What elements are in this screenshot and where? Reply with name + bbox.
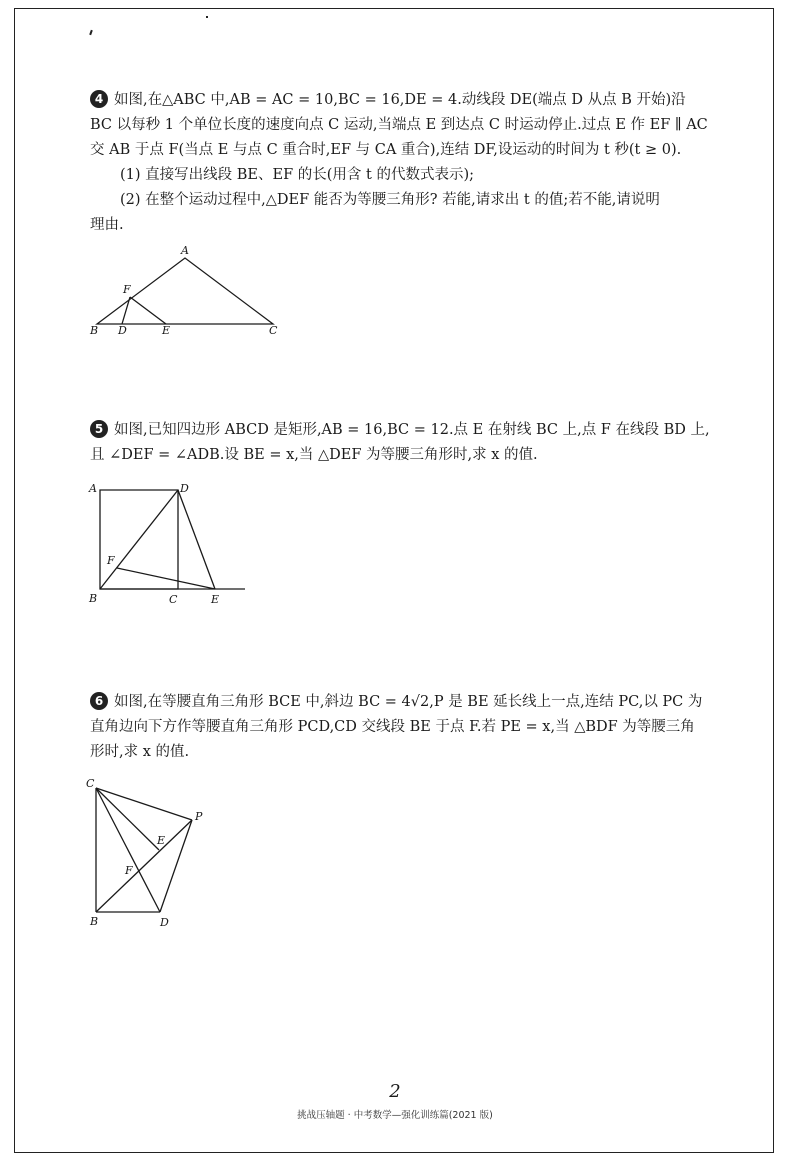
label-d: D [180, 482, 189, 495]
book-footer: 挑战压轴题 · 中考数学—强化训练篇(2021 版) [297, 1110, 493, 1121]
problem-4-question-1: (1) 直接写出线段 BE、EF 的长(用含 t 的代数式表示); [120, 167, 474, 183]
problem-number-badge: 6 [90, 692, 108, 710]
label-a: A [89, 482, 97, 495]
label-c: C [269, 324, 278, 337]
segment-ce [96, 788, 159, 850]
problem-number-badge: 4 [90, 90, 108, 108]
problem-number-badge: 5 [90, 420, 108, 438]
diagonal-bd [100, 490, 178, 589]
label-d: D [160, 916, 169, 929]
label-f: F [125, 864, 133, 877]
label-p: P [195, 810, 203, 823]
problem-4-line-1: 4 如图,在△ABC 中,AB = AC = 10,BC = 16,DE = 4.动线段 DE(端点 D 从点 B 开始)沿 [90, 88, 750, 113]
segment-ef [117, 568, 215, 589]
problem-6-line-3: 形时,求 x 的值. [90, 744, 190, 760]
figure-rectangle-abcd [85, 476, 260, 611]
label-b: B [90, 324, 99, 337]
problem-4-line-3: 交 AB 于点 F(当点 E 与点 C 重合时,EF 与 CA 重合),连结 DF,设运动的时间为 t 秒(t ≥ 0). [90, 142, 682, 158]
problem-5 [90, 418, 750, 468]
label-c: C [86, 777, 95, 790]
label-a: A [181, 244, 189, 257]
problem-6-line-1: 6 如图,在等腰直角三角形 BCE 中,斜边 BC = 4√2,P 是 BE 延长线上一点,连结 PC,以 PC 为 [90, 690, 750, 715]
problem-4-line-6: 理由. [90, 217, 124, 233]
label-f: F [107, 554, 115, 567]
segment-de [178, 490, 215, 589]
problem-5-line-1: 5 如图,已知四边形 ABCD 是矩形,AB = 16,BC = 12.点 E 在射线 BC 上,点 F 在线段 BD 上, [90, 418, 750, 443]
label-b: B [89, 592, 98, 605]
label-f: F [123, 283, 131, 296]
figure-triangles-bce-pcd [82, 772, 222, 937]
problem-4-line-2: BC 以每秒 1 个单位长度的速度向点 C 运动,当端点 E 到达点 C 时运动停止.过点 E 作 EF ∥ AC [90, 117, 708, 133]
figure-triangle-abc [85, 240, 295, 340]
problem-4 [90, 88, 750, 238]
label-d: D [118, 324, 127, 337]
problem-4-question-2: (2) 在整个运动过程中,△DEF 能否为等腰三角形? 若能,请求出 t 的值;若不能,请说明 [120, 192, 660, 208]
problem-6 [90, 690, 750, 765]
page-number: 2 [389, 1081, 401, 1102]
problem-6-line-2: 直角边向下方作等腰直角三角形 PCD,CD 交线段 BE 于点 F.若 PE = x,当 △BDF 为等腰三角 [90, 719, 695, 735]
label-e: E [162, 324, 171, 337]
label-e: E [157, 834, 166, 847]
segment-ef [130, 297, 166, 324]
scan-speck [206, 16, 208, 18]
label-e: E [211, 593, 220, 606]
label-b: B [90, 915, 99, 928]
problem-5-line-2: 且 ∠DEF = ∠ADB.设 BE = x,当 △DEF 为等腰三角形时,求 x 的值. [90, 447, 538, 463]
segment-df [122, 297, 130, 324]
label-c: C [169, 593, 178, 606]
segment-bp [96, 820, 192, 912]
